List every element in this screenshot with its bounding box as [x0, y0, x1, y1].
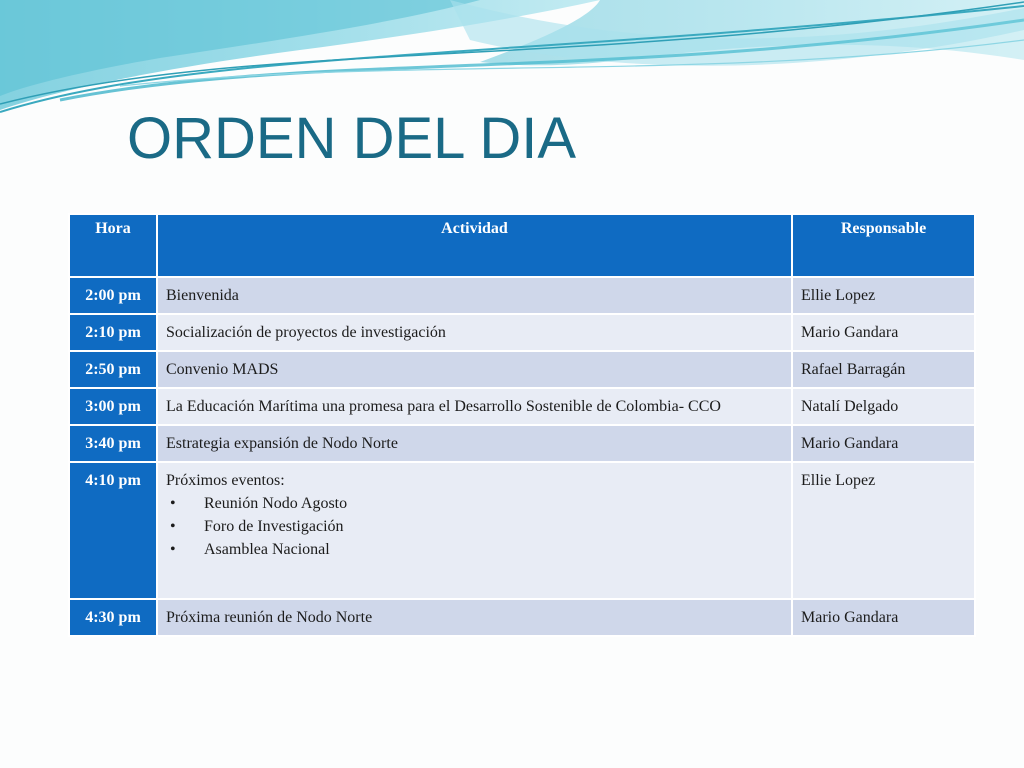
table-row [69, 314, 975, 351]
table-header-row [69, 214, 975, 277]
row-responsible: Rafael Barragán [792, 351, 975, 388]
row-activity: La Educación Marítima una promesa para el Desarrollo Sostenible de Colombia- CCO [157, 388, 792, 425]
row-responsible: Ellie Lopez [792, 277, 975, 314]
row-responsible: Ellie Lopez [792, 462, 975, 599]
table-row [69, 277, 975, 314]
row-activity: Convenio MADS [157, 351, 792, 388]
header-responsable: Responsable [792, 214, 975, 277]
row-activity: Bienvenida [157, 277, 792, 314]
header-hora: Hora [69, 214, 157, 277]
table-row [69, 425, 975, 462]
list-item [166, 492, 783, 515]
list-item-label: Foro de Investigación [204, 518, 344, 535]
bullet-icon: • [170, 495, 176, 512]
events-list [166, 492, 783, 561]
row-activity [157, 462, 792, 599]
row-time: 4:30 pm [69, 599, 157, 636]
table-row [69, 462, 975, 599]
row-responsible: Mario Gandara [792, 314, 975, 351]
list-item [166, 515, 783, 538]
row-activity: Próxima reunión de Nodo Norte [157, 599, 792, 636]
header-actividad: Actividad [157, 214, 792, 277]
table-row [69, 351, 975, 388]
events-heading: Próximos eventos: [166, 472, 285, 489]
row-responsible: Mario Gandara [792, 425, 975, 462]
bullet-icon: • [170, 541, 176, 558]
row-responsible: Mario Gandara [792, 599, 975, 636]
row-time: 3:40 pm [69, 425, 157, 462]
table-row [69, 599, 975, 636]
list-item [166, 538, 783, 561]
row-responsible: Natalí Delgado [792, 388, 975, 425]
bullet-icon: • [170, 518, 176, 535]
row-activity: Socialización de proyectos de investigación [157, 314, 792, 351]
row-time: 2:00 pm [69, 277, 157, 314]
row-time: 4:10 pm [69, 462, 157, 599]
table-row [69, 388, 975, 425]
row-time: 3:00 pm [69, 388, 157, 425]
row-time: 2:10 pm [69, 314, 157, 351]
slide-title: ORDEN DEL DIA [127, 106, 577, 171]
agenda-table [68, 213, 976, 637]
list-item-label: Asamblea Nacional [204, 541, 330, 558]
list-item-label: Reunión Nodo Agosto [204, 495, 348, 512]
row-time: 2:50 pm [69, 351, 157, 388]
row-activity: Estrategia expansión de Nodo Norte [157, 425, 792, 462]
